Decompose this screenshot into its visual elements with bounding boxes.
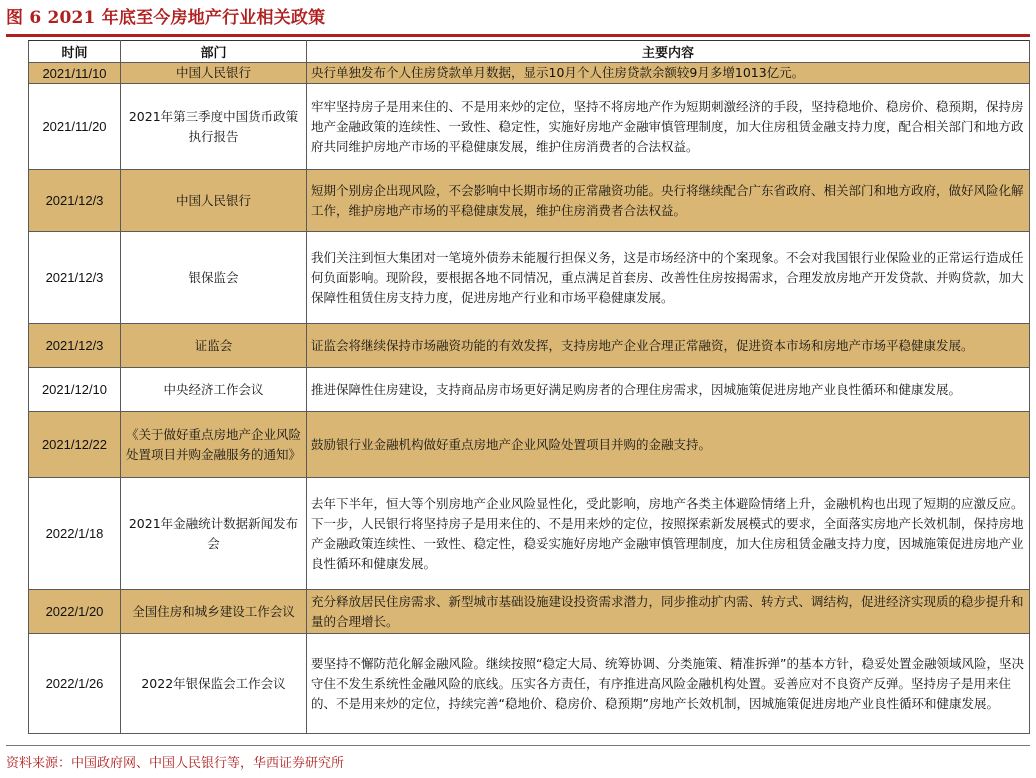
table-row — [29, 170, 1030, 232]
table-row — [29, 478, 1030, 590]
row-date: 2022/1/20 — [29, 590, 121, 634]
header-dept: 部门 — [121, 41, 307, 63]
row-date: 2022/1/18 — [29, 478, 121, 590]
table-row — [29, 412, 1030, 478]
table-row — [29, 84, 1030, 170]
title-divider — [6, 34, 1030, 37]
row-content: 推进保障性住房建设，支持商品房市场更好满足购房者的合理住房需求，因城施策促进房地产业良性循环和健康发展。 — [307, 368, 1030, 412]
row-content: 我们关注到恒大集团对一笔境外债券未能履行担保义务，这是市场经济中的个案现象。不会对我国银行业保险业的正常运行造成任何负面影响。现阶段，要根据各地不同情况，重点满足首套房、改善性住房按揭需求，合理发放房地产开发贷款、并购贷款，加大保障性租赁住房支持力度，促进房地产行业和市场平稳健康发展。 — [307, 232, 1030, 324]
row-content: 牢牢坚持房子是用来住的、不是用来炒的定位，坚持不将房地产作为短期刺激经济的手段，坚持稳地价、稳房价、稳预期，保持房地产金融政策的连续性、一致性、稳定性，实施好房地产金融审慎管理制度，加大住房租赁金融支持力度，配合相关部门和地方政府共同维护房地产市场的平稳健康发展，维护住房消费者的合法权益。 — [307, 84, 1030, 170]
row-dept: 2022年银保监会工作会议 — [121, 634, 307, 734]
row-dept: 2021年第三季度中国货币政策执行报告 — [121, 84, 307, 170]
table-header-row — [29, 41, 1030, 63]
row-content: 央行单独发布个人住房贷款单月数据，显示10月个人住房贷款余额较9月多增1013亿元。 — [307, 63, 1030, 84]
figure-title: 图 6 2021 年底至今房地产行业相关政策 — [6, 8, 326, 28]
row-content: 鼓励银行业金融机构做好重点房地产企业风险处置项目并购的金融支持。 — [307, 412, 1030, 478]
row-dept: 中央经济工作会议 — [121, 368, 307, 412]
row-dept: 中国人民银行 — [121, 63, 307, 84]
row-content: 去年下半年，恒大等个别房地产企业风险显性化，受此影响，房地产各类主体避险情绪上升，金融机构也出现了短期的应激反应。下一步，人民银行将坚持房子是用来住的、不是用来炒的定位，按照探索新发展模式的要求，全面落实房地产长效机制，保持房地产金融政策连续性、一致性、稳定性，稳妥实施好房地产金融审慎管理制度，加大住房租赁金融支持力度，因城施策促进房地产业良性循环和健康发展。 — [307, 478, 1030, 590]
row-content: 要坚持不懈防范化解金融风险。继续按照“稳定大局、统筹协调、分类施策、精准拆弹”的基本方针，稳妥处置金融领域风险，坚决守住不发生系统性金融风险的底线。压实各方责任，有序推进高风险金融机构处置。妥善应对不良资产反弹。坚持房子是用来住的、不是用来炒的定位，持续完善“稳地价、稳房价、稳预期”房地产长效机制，因城施策促进房地产业良性循环和健康发展。 — [307, 634, 1030, 734]
row-date: 2021/12/10 — [29, 368, 121, 412]
row-content: 充分释放居民住房需求、新型城市基础设施建设投资需求潜力，同步推动扩内需、转方式、调结构，促进经济实现质的稳步提升和量的合理增长。 — [307, 590, 1030, 634]
row-dept: 中国人民银行 — [121, 170, 307, 232]
table-row — [29, 63, 1030, 84]
row-date: 2021/12/3 — [29, 170, 121, 232]
table-row — [29, 590, 1030, 634]
row-content: 短期个别房企出现风险，不会影响中长期市场的正常融资功能。央行将继续配合广东省政府、相关部门和地方政府，做好风险化解工作，维护房地产市场的平稳健康发展，维护住房消费者合法权益。 — [307, 170, 1030, 232]
table-row — [29, 634, 1030, 734]
row-date: 2021/12/3 — [29, 324, 121, 368]
row-dept: 《关于做好重点房地产企业风险处置项目并购金融服务的通知》 — [121, 412, 307, 478]
footer-divider — [6, 745, 1030, 746]
policy-table — [28, 40, 1030, 734]
table-row — [29, 368, 1030, 412]
row-date: 2022/1/26 — [29, 634, 121, 734]
row-date: 2021/11/10 — [29, 63, 121, 84]
row-dept: 证监会 — [121, 324, 307, 368]
table-row — [29, 324, 1030, 368]
row-date: 2021/11/20 — [29, 84, 121, 170]
row-dept: 银保监会 — [121, 232, 307, 324]
source-note: 资料来源：中国政府网、中国人民银行等，华西证券研究所 — [6, 756, 345, 771]
row-date: 2021/12/22 — [29, 412, 121, 478]
row-date: 2021/12/3 — [29, 232, 121, 324]
row-content: 证监会将继续保持市场融资功能的有效发挥，支持房地产企业合理正常融资，促进资本市场和房地产市场平稳健康发展。 — [307, 324, 1030, 368]
header-content: 主要内容 — [307, 41, 1030, 63]
table-row — [29, 232, 1030, 324]
row-dept: 2021年金融统计数据新闻发布会 — [121, 478, 307, 590]
row-dept: 全国住房和城乡建设工作会议 — [121, 590, 307, 634]
header-date: 时间 — [29, 41, 121, 63]
